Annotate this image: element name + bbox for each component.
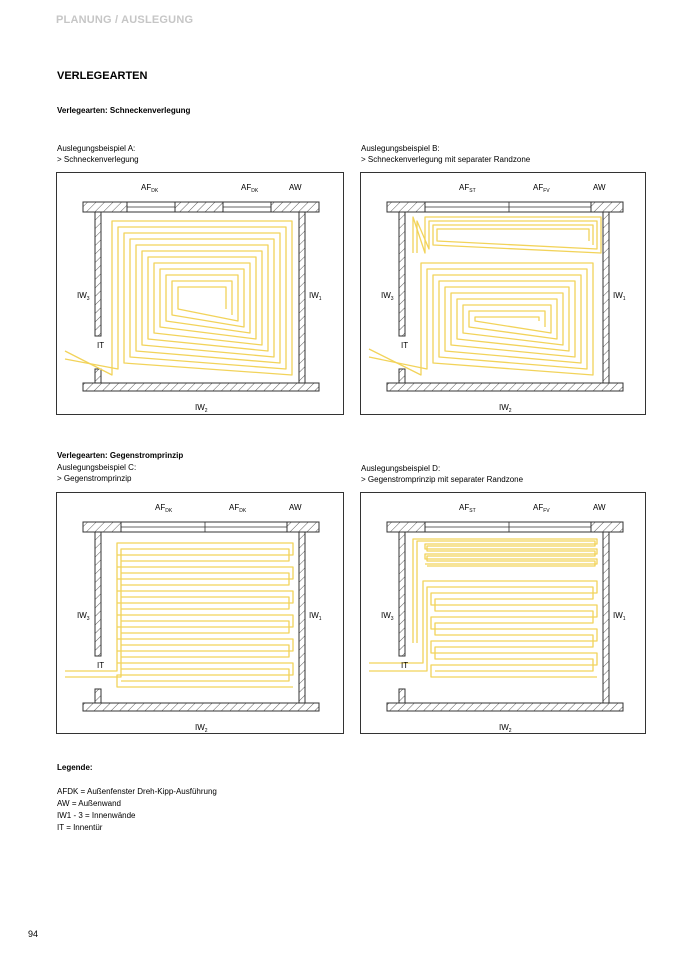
diagram-a — [56, 172, 344, 415]
label-iw3: $IW_3$ — [381, 611, 394, 622]
inner-wall-iw3-lower — [95, 689, 101, 703]
label-it: IT — [97, 661, 105, 670]
label-af-2: $AF_{FV}$ — [533, 503, 550, 514]
label-af-2: $AF_{FV}$ — [533, 183, 550, 194]
inner-wall-iw3-lower — [95, 369, 101, 383]
label-aw: AW — [289, 503, 302, 512]
page-title: VERLEGEARTEN — [57, 70, 148, 82]
floor-plan-svg — [57, 173, 343, 414]
label-af-1: $AF_{ST}$ — [459, 503, 476, 514]
inner-wall-iw3 — [399, 532, 405, 656]
caption-b-line2: > Schneckenverlegung mit separater Randzone — [361, 155, 531, 164]
caption-b-line1: Auslegungsbeispiel B: — [361, 144, 440, 153]
caption-b — [361, 143, 530, 165]
pipe-edge-return — [417, 541, 595, 643]
label-af-1: $AF_{DK}$ — [155, 503, 173, 514]
caption-a-line2: > Schneckenverlegung — [57, 155, 139, 164]
label-iw3: $IW_3$ — [77, 611, 90, 622]
legend-item: AFDK = Außenfenster Dreh-Kipp-Ausführung — [57, 787, 217, 796]
label-iw2: $IW_2$ — [499, 723, 512, 734]
caption-c-line2: > Gegenstromprinzip — [57, 474, 132, 483]
label-iw1: $IW_1$ — [309, 291, 322, 302]
legend-item: IW1 - 3 = Innenwände — [57, 811, 136, 820]
inner-wall-iw3-lower — [399, 369, 405, 383]
inner-wall-iw3 — [95, 532, 101, 656]
label-iw3: $IW_3$ — [77, 291, 90, 302]
inner-wall-iw1 — [299, 212, 305, 383]
label-iw2: $IW_2$ — [499, 403, 512, 414]
label-af-2: $AF_{DK}$ — [241, 183, 259, 194]
diagram-c — [56, 492, 344, 734]
caption-d — [361, 463, 523, 485]
label-iw1: $IW_1$ — [613, 291, 626, 302]
section-heading-gegenstrom: Verlegearten: Gegenstromprinzip — [57, 451, 184, 460]
label-iw3: $IW_3$ — [381, 291, 394, 302]
caption-a-line1: Auslegungsbeispiel A: — [57, 144, 136, 153]
pipe-edge-supply — [413, 539, 597, 643]
label-iw2: $IW_2$ — [195, 403, 208, 414]
label-aw: AW — [593, 183, 606, 192]
caption-c-line1: Auslegungsbeispiel C: — [57, 463, 137, 472]
inner-wall-iw3 — [399, 212, 405, 336]
floor-plan-svg — [361, 493, 645, 733]
caption-c — [57, 462, 136, 484]
inner-wall-iw2 — [387, 383, 623, 391]
inner-wall-iw1 — [299, 532, 305, 703]
legend-item: IT = Innentür — [57, 823, 103, 832]
page-number: 94 — [28, 929, 39, 939]
legend — [57, 762, 217, 834]
label-it: IT — [97, 341, 105, 350]
page-header: PLANUNG / AUSLEGUNG — [56, 14, 194, 26]
floor-plan-svg — [57, 493, 343, 733]
legend-item: AW = Außenwand — [57, 799, 121, 808]
inner-wall-iw1 — [603, 212, 609, 383]
inner-wall-iw2 — [83, 703, 319, 711]
inner-wall-iw2 — [83, 383, 319, 391]
label-it: IT — [401, 661, 409, 670]
legend-title: Legende: — [57, 763, 93, 772]
outer-wall-aw — [83, 202, 319, 212]
label-iw1: $IW_1$ — [613, 611, 626, 622]
label-af-1: $AF_{ST}$ — [459, 183, 476, 194]
inner-wall-iw2 — [387, 703, 623, 711]
caption-d-line1: Auslegungsbeispiel D: — [361, 464, 441, 473]
inner-wall-iw3 — [95, 212, 101, 336]
label-af-1: $AF_{DK}$ — [141, 183, 159, 194]
label-af-2: $AF_{DK}$ — [229, 503, 247, 514]
label-aw: AW — [289, 183, 302, 192]
label-iw2: $IW_2$ — [195, 723, 208, 734]
caption-a — [57, 143, 139, 165]
floor-plan-svg — [361, 173, 645, 414]
label-iw1: $IW_1$ — [309, 611, 322, 622]
caption-d-line2: > Gegenstromprinzip mit separater Randzone — [361, 475, 524, 484]
section-heading-schnecke: Verlegearten: Schneckenverlegung — [57, 106, 191, 115]
label-it: IT — [401, 341, 409, 350]
inner-wall-iw3-lower — [399, 689, 405, 703]
label-aw: AW — [593, 503, 606, 512]
diagram-b — [360, 172, 646, 415]
diagram-d — [360, 492, 646, 734]
inner-wall-iw1 — [603, 532, 609, 703]
